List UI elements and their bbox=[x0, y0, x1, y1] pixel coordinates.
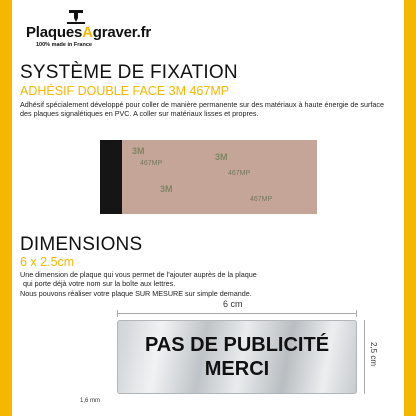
brand-logo[interactable] bbox=[26, 10, 156, 50]
tape-mark: 3M bbox=[215, 152, 228, 162]
width-tick-right bbox=[356, 310, 357, 317]
brand-name: PlaquesAgraver.fr bbox=[26, 24, 152, 41]
brand-tagline: 100% made in France bbox=[36, 42, 92, 48]
width-label: 6 cm bbox=[223, 299, 243, 309]
aluminium-plaque bbox=[117, 320, 357, 394]
dimensions-size: 6 x 2.5cm bbox=[20, 255, 75, 269]
thickness-label: 1,6 mm bbox=[80, 398, 101, 404]
tape-backing bbox=[100, 140, 122, 214]
tape-mark: 3M bbox=[160, 184, 173, 194]
plaque-line-1: PAS DE PUBLICITÉ bbox=[144, 334, 330, 356]
width-dimension-line bbox=[117, 313, 357, 314]
fixation-description: Adhésif spécialement développé pour coller de manière permanente sur des matériaux à haute énergie de surface des plaques signalétiques en PVC. A coller sur matériaux lisses et propres. bbox=[20, 100, 384, 119]
plaque-line-2: MERCI bbox=[204, 358, 270, 380]
right-accent-bar bbox=[404, 0, 416, 416]
height-label: 2,5 cm bbox=[369, 342, 378, 367]
width-tick-left bbox=[117, 310, 118, 317]
tape-mark: 3M bbox=[132, 146, 145, 156]
dimensions-title: DIMENSIONS bbox=[20, 234, 143, 255]
tape-mark: 467MP bbox=[250, 196, 273, 203]
fixation-title: SYSTÈME DE FIXATION bbox=[20, 62, 238, 83]
tape-mark: 467MP bbox=[228, 170, 251, 177]
adhesive-tape-image bbox=[100, 140, 317, 214]
dimensions-description: Une dimension de plaque qui vous permet de l'ajouter auprès de la plaque qui porte déjà votre nom sur la boîte aux lettres. Nous pouvons réaliser votre plaque SUR MESURE sur simple demande. bbox=[20, 270, 257, 298]
engraving-machine-icon bbox=[67, 10, 85, 24]
tape-mark: 467MP bbox=[140, 160, 163, 167]
left-accent-bar bbox=[0, 0, 12, 416]
height-dimension-line bbox=[364, 320, 365, 394]
fixation-subtitle: ADHÉSIF DOUBLE FACE 3M 467MP bbox=[20, 84, 230, 98]
